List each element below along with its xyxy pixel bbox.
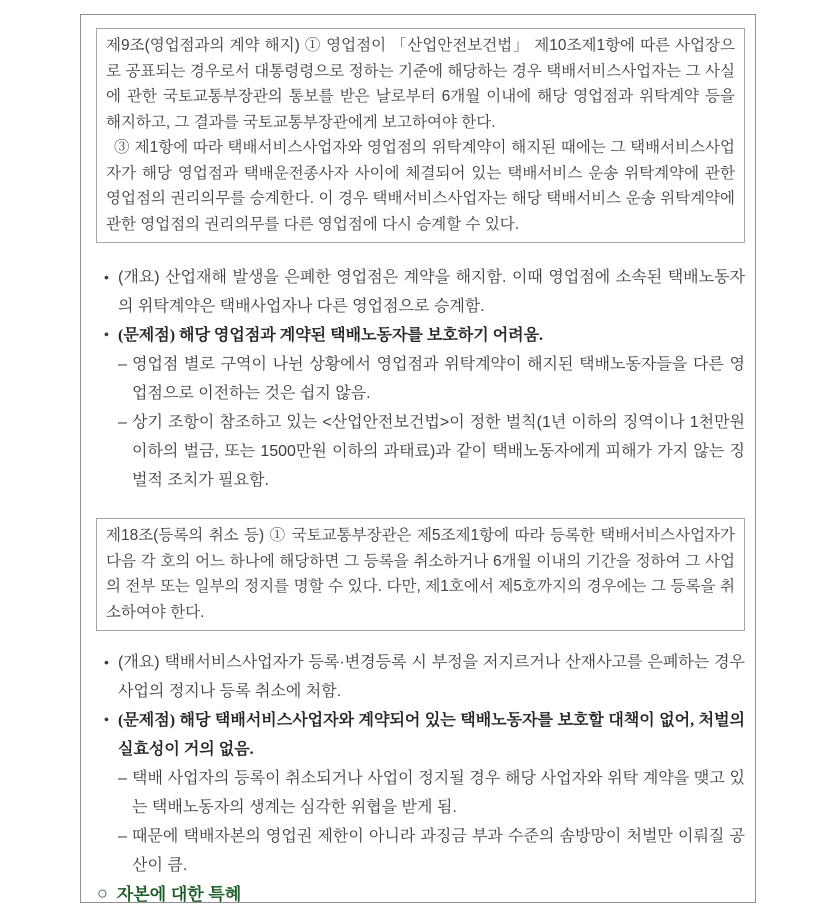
list-item-text: (개요) 택배서비스사업자가 등록·변경등록 시 부정을 저지르거나 산재사고를 은폐하는 경우 사업의 정지나 등록 취소에 처함.: [118, 654, 745, 700]
list-item-text: 상기 조항이 참조하고 있는 <산업안전보건법>이 정한 벌칙(1년 이하의 징역이나 1천만원 이하의 벌금, 또는 1500만원 이하의 과태료)과 같이 택배노동자에게 피해가 가지 않는 징벌적 조치가 필요함.: [132, 414, 745, 489]
list-item-overview: [104, 648, 745, 706]
dash-marker-icon: –: [118, 828, 127, 845]
law-quote-box-article-18: [96, 518, 745, 631]
list-item-text: (문제점) 해당 영업점과 계약된 택배노동자를 보호하기 어려움.: [118, 327, 544, 344]
section-heading-text: 자본에 대한 특혜: [116, 885, 242, 903]
content-table-cell: [80, 14, 756, 903]
bullet-dot-icon: •: [104, 328, 109, 343]
list-subitem: [104, 822, 745, 880]
list-item-problem: [104, 321, 745, 350]
list-item-overview: [104, 263, 745, 321]
law-article-18-paragraph-1: 제18조(등록의 취소 등) ① 국토교통부장관은 제5조제1항에 따라 등록한 택배서비스사업자가 다음 각 호의 어느 하나에 해당하면 그 등록을 취소하거나 6개월 이내의 기간을 정하여 그 사업의 전부 또는 일부의 정지를 명할 수 있다. 다만, 제1호에서 제5호까지의 경우에는 그 등록을 취소하여야 한다.: [106, 527, 735, 621]
list-item-text: 택배 사업자의 등록이 취소되거나 사업이 정지될 경우 해당 사업자와 위탁 계약을 맺고 있는 택배노동자의 생계는 심각한 위협을 받게 됨.: [132, 770, 745, 816]
bullet-dot-icon: •: [104, 654, 109, 670]
bullet-dot-icon: •: [104, 269, 109, 285]
list-subitem: [104, 350, 745, 408]
list-subitem: [104, 408, 745, 495]
law-quote-box-article-9: [96, 28, 745, 243]
law-article-9-paragraph-3: ③ 제1항에 따라 택배서비스사업자와 영업점의 위탁계약이 해지된 때에는 그 택배서비스사업자가 해당 영업점과 택배운전종사자 사이에 체결되어 있는 택배서비스 운송 위탁계약에 관한 영업점의 권리의무를 승계한다. 이 경우 택배서비스사업자는 해당 택배서비스 운송 위탁계약에 관한 영업점의 권리의무를 다른 영업점에 다시 승계할 수 있다.: [106, 139, 735, 233]
list-subitem: [104, 764, 745, 822]
list-item-text: 때문에 택배자본의 영업권 제한이 아니라 과징금 부과 수준의 솜방망이 처벌만 이뤄질 공산이 큼.: [132, 828, 745, 874]
commentary-list-article-9: [104, 263, 745, 495]
dash-marker-icon: –: [118, 770, 127, 787]
list-item-text: (문제점) 해당 택배서비스사업자와 계약되어 있는 택배노동자를 보호할 대책이 없어, 처벌의 실효성이 거의 없음.: [118, 712, 745, 758]
law-article-9-paragraph-1: 제9조(영업점과의 계약 해지) ① 영업점이 「산업안전보건법」 제10조제1항에 따른 사업장으로 공표되는 경우로서 대통령령으로 정하는 기준에 해당하는 경우 택배서비스사업자는 그 사실에 관한 국토교통부장관의 통보를 받은 날로부터 6개월 이내에 해당 영업점과 위탁계약 등을 해지하고, 그 결과를 국토교통부장관에게 보고하여야 한다.: [106, 37, 735, 131]
commentary-list-article-18: [104, 648, 745, 880]
list-item-text: 영업점 별로 구역이 나뉜 상황에서 영업점과 위탁계약이 해지된 택배노동자들을 다른 영업점으로 이전하는 것은 쉽지 않음.: [132, 356, 745, 402]
dash-marker-icon: –: [118, 414, 127, 431]
section-heading-capital-privilege: [97, 880, 745, 903]
list-item-text: (개요) 산업재해 발생을 은폐한 영업점은 계약을 해지함. 이때 영업점에 소속된 택배노동자의 위탁계약은 택배사업자나 다른 영업점으로 승계함.: [118, 269, 745, 315]
bullet-dot-icon: •: [104, 713, 109, 728]
circle-marker-icon: ○: [97, 882, 108, 903]
dash-marker-icon: –: [118, 356, 127, 373]
list-item-problem: [104, 706, 745, 764]
